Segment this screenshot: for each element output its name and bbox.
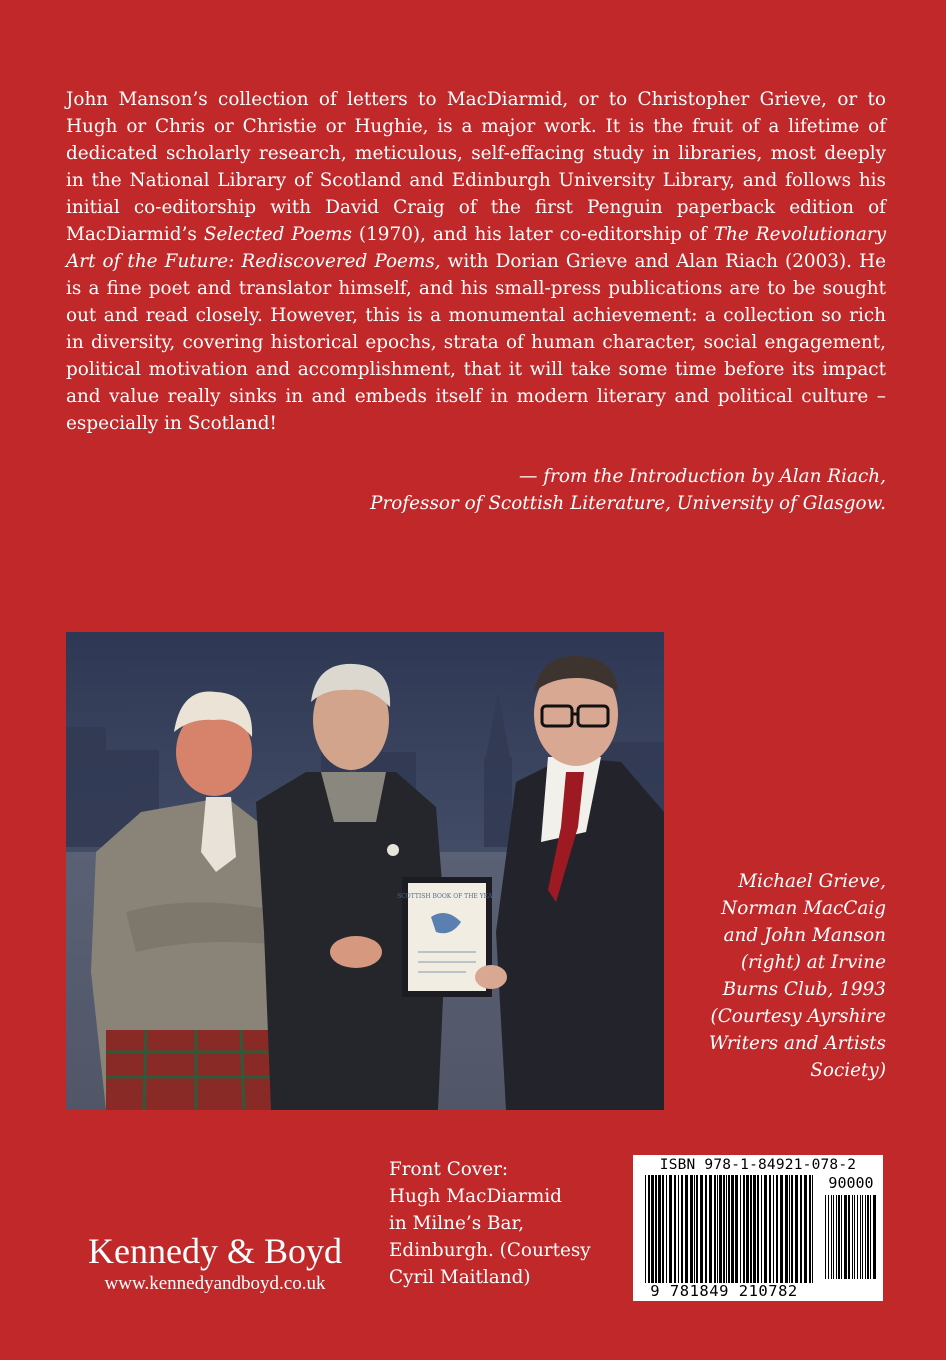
caption-line: Writers and Artists (708, 1033, 886, 1054)
barcode-bar (743, 1175, 745, 1283)
barcode-bar (828, 1195, 829, 1279)
blurb-part-1: John Manson’s collection of letters to MacDiarmid, or to Christopher Grieve, or to Hugh or Chris or Christie or Hughie, is a major work. It is the fruit of a lifetime of dedicated scholarly research, meticulous, self-effacing study in libraries, most deeply in the National Library of Scotland and Edinburgh University Library, and follows his initial co-editorship with David Craig of the first Penguin paperback edition of MacDiarmid’s (66, 89, 886, 245)
barcode-bar (841, 1195, 842, 1279)
front-cover-line: Cyril Maitland) (389, 1267, 531, 1288)
barcode-bar (764, 1175, 767, 1283)
barcode-bar (674, 1175, 676, 1283)
caption-line: (right) at Irvine (740, 952, 886, 973)
barcode-bar (844, 1195, 847, 1279)
barcode-bar (773, 1175, 774, 1283)
blurb-attribution (300, 463, 886, 517)
barcode-bar (836, 1195, 837, 1279)
front-cover-credit (389, 1156, 629, 1291)
photograph-illustration (66, 632, 664, 1110)
attribution-line-1: — from the Introduction by Alan Riach, (519, 466, 886, 487)
barcode-bar (804, 1175, 807, 1283)
barcode-bar (812, 1175, 813, 1283)
award-photograph (66, 632, 664, 1110)
barcode-bar (753, 1175, 756, 1283)
front-cover-line: in Milne’s Bar, (389, 1213, 525, 1234)
barcode-bar (723, 1175, 725, 1283)
barcode-bar (862, 1195, 863, 1279)
barcode-bar (854, 1195, 855, 1279)
barcode-bar (776, 1175, 778, 1283)
barcode-bar (825, 1195, 826, 1279)
publisher-brand (60, 1230, 370, 1296)
caption-line: (Courtesy Ayrshire (710, 1006, 886, 1027)
barcode-bar (860, 1195, 861, 1279)
barcode-bar (873, 1195, 876, 1279)
barcode-bar (705, 1175, 707, 1283)
publisher-url: www.kennedyandboyd.co.uk (104, 1273, 326, 1294)
barcode-bar (746, 1175, 749, 1283)
barcode-bar (800, 1175, 802, 1283)
barcode-bar (658, 1175, 661, 1283)
isbn-barcode (633, 1155, 883, 1301)
barcode-bar (714, 1175, 716, 1283)
barcode-bar (662, 1175, 664, 1283)
barcode-bar (651, 1175, 654, 1283)
barcode-bar (669, 1175, 672, 1283)
barcode-bar (857, 1195, 858, 1279)
barcode-bar (735, 1175, 738, 1283)
front-cover-line: Front Cover: (389, 1159, 509, 1180)
barcode-bar (678, 1175, 679, 1283)
barcode-bar (709, 1175, 712, 1283)
caption-line: Michael Grieve, (738, 871, 886, 892)
barcode-bar (867, 1195, 869, 1279)
barcode-bar (648, 1175, 650, 1283)
barcode-bar (795, 1175, 798, 1283)
barcode-bar (809, 1175, 811, 1283)
barcode-bar (685, 1175, 688, 1283)
barcode-bar (757, 1175, 759, 1283)
barcode-bar (865, 1195, 866, 1279)
caption-line: and John Manson (723, 925, 886, 946)
barcode-bar (719, 1175, 722, 1283)
barcode-bar (838, 1195, 840, 1279)
blurb-part-2: (1970), and his later co-editorship of (351, 224, 714, 245)
barcode-bar (681, 1175, 683, 1283)
barcode-bar (694, 1175, 695, 1283)
barcode-bars (645, 1175, 815, 1287)
barcode-bar (870, 1195, 871, 1279)
price-barcode-bars (825, 1195, 879, 1283)
caption-line: Norman MacCaig (721, 898, 886, 919)
barcode-bar (848, 1195, 850, 1279)
barcode-bar (740, 1175, 741, 1283)
front-cover-line: Hugh MacDiarmid (389, 1186, 562, 1207)
barcode-bar (789, 1175, 790, 1283)
barcode-bar (769, 1175, 771, 1283)
barcode-bar (717, 1175, 718, 1283)
barcode-bar (780, 1175, 783, 1283)
photo-caption (680, 868, 886, 1084)
publisher-name: Kennedy & Boyd (88, 1231, 342, 1271)
barcode-bar (655, 1175, 657, 1283)
barcode-bar (690, 1175, 693, 1283)
barcode-bar (750, 1175, 752, 1283)
isbn-label: ISBN 978-1-84921-078-2 (659, 1157, 857, 1173)
barcode-bar (700, 1175, 703, 1283)
barcode-bar (726, 1175, 727, 1283)
blurb-title-selected-poems: Selected Poems (203, 224, 352, 245)
barcode-bar (666, 1175, 667, 1283)
blurb-title-revolutionary-art: The Revolutionary Art of the Future: Rediscovered Poems, (66, 224, 887, 272)
barcode-bar (831, 1195, 832, 1279)
attribution-line-2: Professor of Scottish Literature, University of Glasgow. (370, 493, 886, 514)
barcode-bar (696, 1175, 698, 1283)
barcode-bar (731, 1175, 734, 1283)
barcode-bar (785, 1175, 788, 1283)
barcode-bar (852, 1195, 853, 1279)
price-code: 90000 (828, 1174, 874, 1192)
certificate-heading: SCOTTISH BOOK OF THE YEAR (397, 893, 497, 900)
front-cover-line: Edinburgh. (Courtesy (389, 1240, 591, 1261)
barcode-bar (728, 1175, 730, 1283)
barcode-bar (833, 1195, 834, 1279)
blurb-part-3: with Dorian Grieve and Alan Riach (2003). He is a fine poet and translator himself, and his small-press publications are to be sought out and read closely. However, this is a monumental achievement: a collection so rich in diversity, covering historical epochs, strata of human character, social engagement, political motivation and accomplishment, that it will take some time before its impact and value really sinks in and embeds itself in modern literary and political culture – especially in Scotland! (66, 251, 886, 434)
barcode-bar (761, 1175, 762, 1283)
barcode-bar (791, 1175, 793, 1283)
caption-line: Society) (810, 1060, 886, 1081)
caption-line: Burns Club, 1993 (722, 979, 886, 1000)
back-cover-blurb (66, 86, 886, 437)
barcode-bar (645, 1175, 646, 1283)
barcode-digits: 9 781849 210782 (650, 1282, 798, 1300)
